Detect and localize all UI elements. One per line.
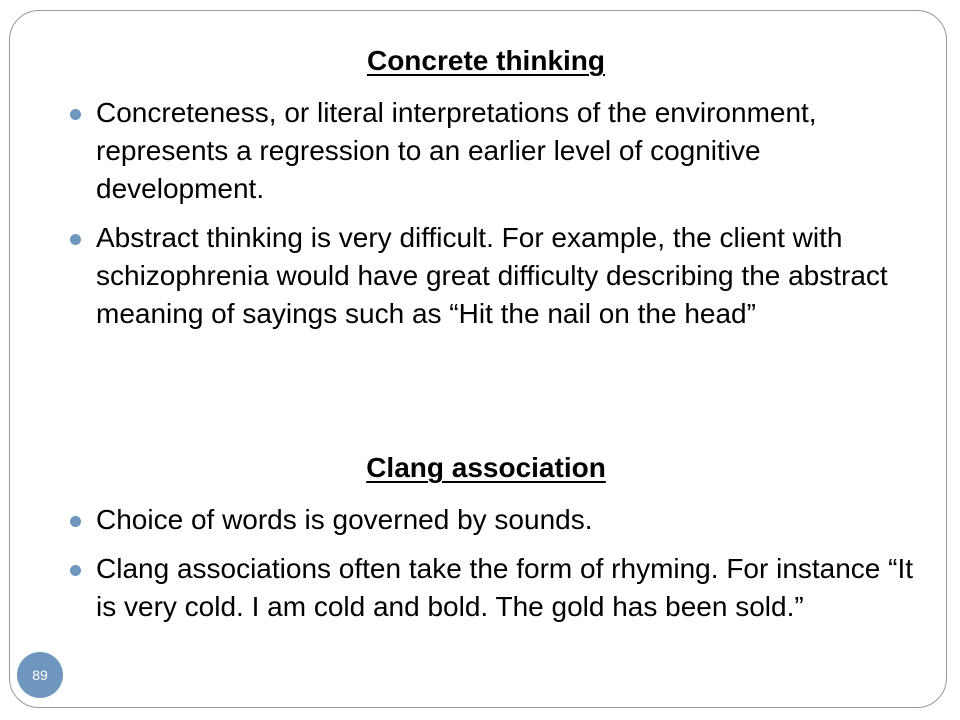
page-number-badge: 89	[17, 652, 63, 698]
bullet-icon	[70, 109, 81, 120]
bullet-text: Abstract thinking is very difficult. For example, the client with schizophrenia would have great difficulty describing the abstract meaning of sayings such as “Hit the nail on the head”	[96, 222, 888, 329]
list-item	[0, 501, 960, 539]
bullet-icon	[70, 234, 81, 245]
section-heading-concrete-thinking: Concrete thinking	[366, 45, 605, 76]
section-heading-clang-association: Clang association	[366, 452, 606, 483]
list-item	[0, 219, 960, 333]
bullet-icon	[70, 516, 81, 527]
bullet-text: Concreteness, or literal interpretations of the environment, represents a regression to an earlier level of cognitive development.	[96, 97, 817, 204]
bullet-text: Choice of words is governed by sounds.	[96, 504, 593, 535]
list-item	[0, 94, 960, 208]
bullet-list-clang-association	[0, 501, 960, 626]
bullet-icon	[70, 565, 81, 576]
bullet-text: Clang associations often take the form of rhyming. For instance “It is very cold. I am cold and bold. The gold has been sold.”	[96, 553, 914, 622]
bullet-list-concrete-thinking	[0, 94, 960, 333]
list-item	[0, 550, 960, 626]
